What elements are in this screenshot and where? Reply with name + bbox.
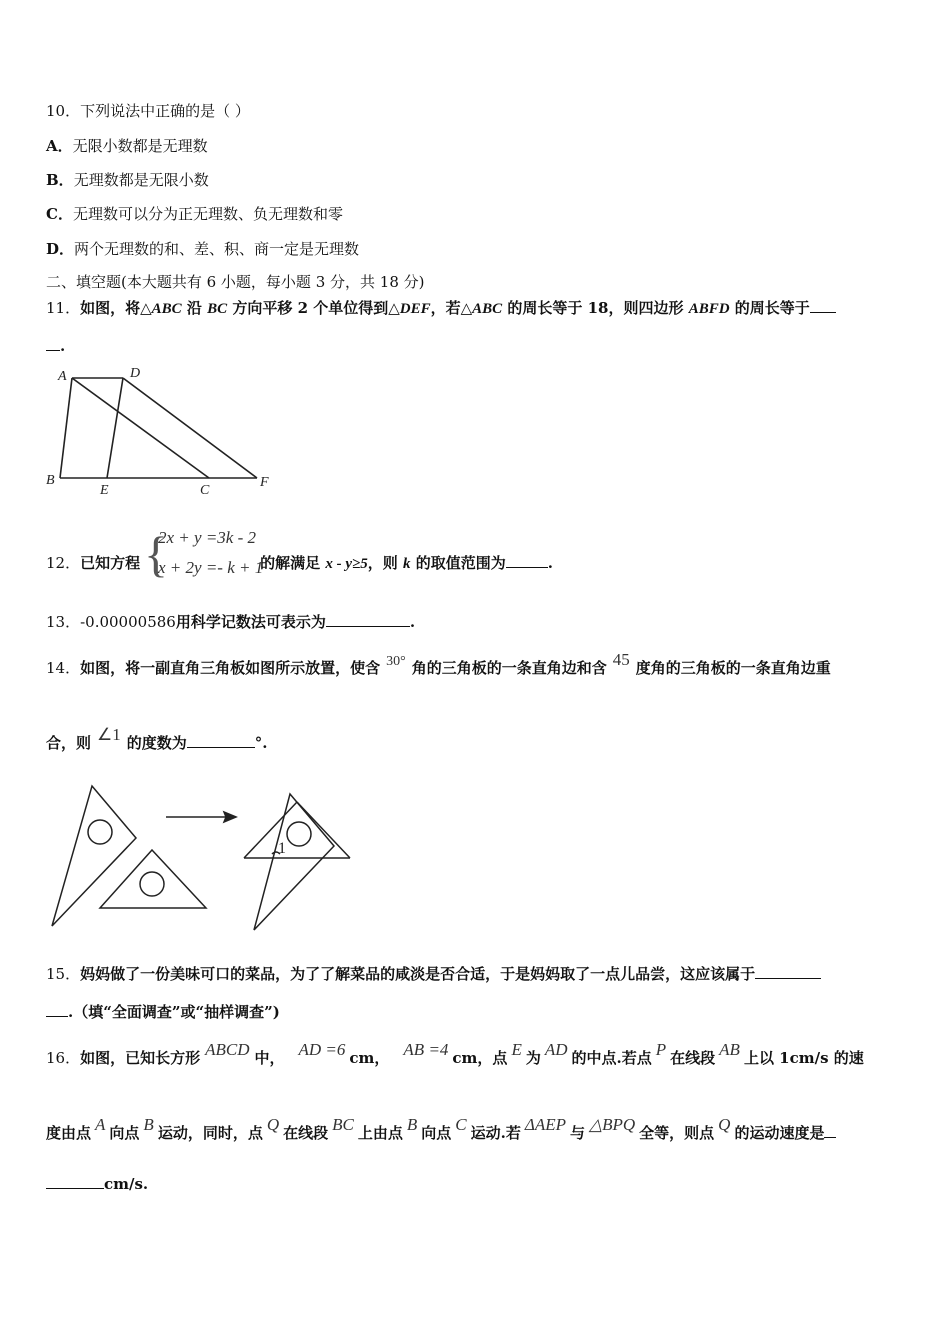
answer-blank[interactable] (755, 964, 821, 979)
q16-ad: AD =6 (298, 1040, 346, 1059)
set-square-30 (52, 786, 136, 926)
q14-text: 角的三角板的一条直角边和含 (411, 659, 607, 677)
q14-text: 合，则 (46, 734, 92, 752)
q13-value: -0.00000586 (80, 613, 176, 631)
q16-q2: Q (718, 1115, 731, 1134)
q11-abc: ABC (151, 301, 182, 317)
option-text: 无理数可以分为正无理数、负无理数和零 (72, 205, 343, 223)
q16-text: cm， (349, 1049, 390, 1067)
q14-text: 如图，将一副直角三角板如图所示放置，使含 (80, 659, 381, 677)
q16-text: 向点 (421, 1124, 452, 1142)
q14-num: 14． (46, 659, 81, 677)
q16-line2 (46, 1115, 836, 1143)
q14-figure (44, 780, 364, 932)
q12-eq2: x + 2y =- k + 1 (158, 558, 264, 577)
label-b: B (46, 473, 55, 488)
q11-figure (44, 362, 284, 500)
q10-option-b (46, 170, 209, 190)
answer-blank[interactable] (187, 733, 255, 748)
q16-text: 在线段 (283, 1124, 329, 1142)
answer-blank[interactable] (46, 1174, 104, 1189)
q16-text: 的运动速度是 (734, 1124, 825, 1142)
label-c: C (200, 483, 210, 498)
label-d: D (130, 366, 141, 381)
q13-tail: . (409, 613, 416, 631)
q16-text: 度由点 (46, 1124, 92, 1142)
q13-num: 13． (46, 613, 81, 631)
answer-blank[interactable] (46, 336, 60, 351)
q11-bc: BC (207, 301, 228, 317)
q16-text: 与 (570, 1124, 586, 1142)
q15-line1 (46, 964, 821, 984)
q16-tail: cm/s. (104, 1175, 149, 1193)
option-letter: A． (46, 137, 73, 155)
option-letter: B． (46, 171, 74, 189)
q14-text: 的度数为 (126, 734, 187, 752)
q11-text: 沿 (181, 299, 208, 317)
angle-label: 1 (278, 840, 286, 857)
q11-num: 11． (46, 299, 81, 317)
q14-angle1: ∠1 (97, 725, 121, 744)
section-title: 二、填空题(本大题共有 6 小题，每小题 3 分，共 18 分) (46, 273, 425, 291)
q16-q: Q (266, 1115, 280, 1134)
answer-blank[interactable] (46, 1002, 68, 1017)
q12-tail: . (547, 554, 553, 572)
q16-text: cm，点 (452, 1049, 508, 1067)
set-square-hole (140, 872, 164, 896)
q16-bpq: △BPQ (589, 1115, 636, 1134)
q16-text: 上以 1cm/s 的速 (743, 1049, 864, 1067)
q12-k: k (402, 556, 411, 572)
combined-45-side (297, 802, 350, 858)
q10-option-d (46, 239, 359, 259)
q16-a: A (95, 1115, 106, 1134)
q16-p: P (655, 1040, 667, 1059)
label-e: E (100, 483, 109, 498)
q12-text: ，则 (367, 554, 403, 572)
q15-line2 (46, 1002, 280, 1022)
q16-text: 全等，则点 (639, 1124, 715, 1142)
q15-text: 妈妈做了一份美味可口的菜品，为了了解菜品的咸淡是否合适，于是妈妈取了一点儿品尝，这应该属于 (80, 965, 756, 983)
q16-text: 为 (525, 1049, 541, 1067)
q12-text: 的取值范围为 (410, 554, 506, 572)
q16-num: 16． (46, 1049, 81, 1067)
q16-aep: ΔAEP (524, 1115, 566, 1134)
q16-abcd: ABCD (205, 1040, 250, 1059)
q14-tail: °. (254, 734, 268, 752)
q16-line3 (46, 1174, 148, 1194)
q16-ab2: AB (719, 1040, 740, 1059)
set-square-hole (287, 822, 311, 846)
q16-bc: BC (332, 1115, 354, 1134)
q16-text: 运动.若 (470, 1124, 521, 1142)
q16-text: 如图，已知长方形 (80, 1049, 201, 1067)
q14-line1 (46, 650, 831, 680)
q14-angle30: 30° (386, 654, 406, 669)
q15-num: 15． (46, 965, 81, 983)
answer-blank[interactable] (506, 553, 548, 568)
combined-30 (254, 794, 334, 930)
q11-text: 的周长等于 (729, 299, 810, 317)
q16-c: C (455, 1115, 467, 1134)
q16-text: 向点 (109, 1124, 140, 1142)
option-letter: D． (46, 240, 75, 258)
q16-ab: AB =4 (403, 1040, 449, 1059)
answer-blank[interactable] (810, 298, 836, 313)
option-letter: C． (46, 205, 73, 223)
q16-text: 的中点.若点 (571, 1049, 652, 1067)
q16-ad2: AD (544, 1040, 568, 1059)
q16-e: E (511, 1040, 522, 1059)
q16-text: 在线段 (670, 1049, 716, 1067)
q16-text: 中， (254, 1049, 285, 1067)
q12-eq1: 2x + y =3k - 2 (158, 528, 256, 547)
q15-text: .（填“全面调查”或“抽样调查”) (68, 1003, 280, 1021)
q10-option-a (46, 136, 208, 156)
q10-option-c (46, 204, 343, 224)
option-text: 无限小数都是无理数 (72, 137, 208, 155)
q14-text: 度角的三角板的一条直角边重 (635, 659, 831, 677)
q16-line1 (46, 1040, 864, 1068)
q16-text: 运动，同时，点 (157, 1124, 263, 1142)
option-text: 无理数都是无限小数 (73, 171, 209, 189)
q12-num: 12． (46, 554, 81, 572)
q12-text: 已知方程 (80, 554, 141, 572)
arrow-head-icon (224, 812, 236, 822)
option-text: 两个无理数的和、差、积、商一定是无理数 (74, 240, 360, 258)
q14-line2 (46, 725, 268, 753)
answer-blank[interactable] (824, 1123, 836, 1138)
q12-line (46, 553, 553, 574)
q11-text: 如图，将△ (80, 299, 152, 317)
q11-def: DEF (399, 301, 431, 317)
q12-text: 的解满足 (260, 554, 326, 572)
set-square-hole (88, 820, 112, 844)
q11-line1 (46, 298, 836, 319)
q16-text: 上由点 (357, 1124, 403, 1142)
label-a: A (58, 369, 67, 384)
combined-45-side (244, 802, 297, 858)
q11-text: 的周长等于 18，则四边形 (502, 299, 689, 317)
q12-condition: x - y≥5 (325, 556, 368, 572)
q11-tail: . (60, 337, 66, 355)
q14-angle45: 45 (612, 650, 630, 669)
q10-stem: 10．下列说法中正确的是（ ） (46, 102, 250, 120)
label-f: F (260, 475, 269, 490)
q11-text: ，若△ (430, 299, 473, 317)
q16-b: B (143, 1115, 154, 1134)
answer-blank[interactable] (326, 612, 410, 627)
q11-abc2: ABC (472, 301, 503, 317)
q13-text: 用科学记数法可表示为 (175, 613, 326, 631)
q16-b2: B (406, 1115, 418, 1134)
q11-line2 (46, 336, 65, 356)
equation-brace: { (144, 526, 168, 582)
q11-abfd: ABFD (688, 301, 730, 317)
q13-line (46, 612, 415, 632)
q11-text: 方向平移 2 个单位得到△ (227, 299, 400, 317)
